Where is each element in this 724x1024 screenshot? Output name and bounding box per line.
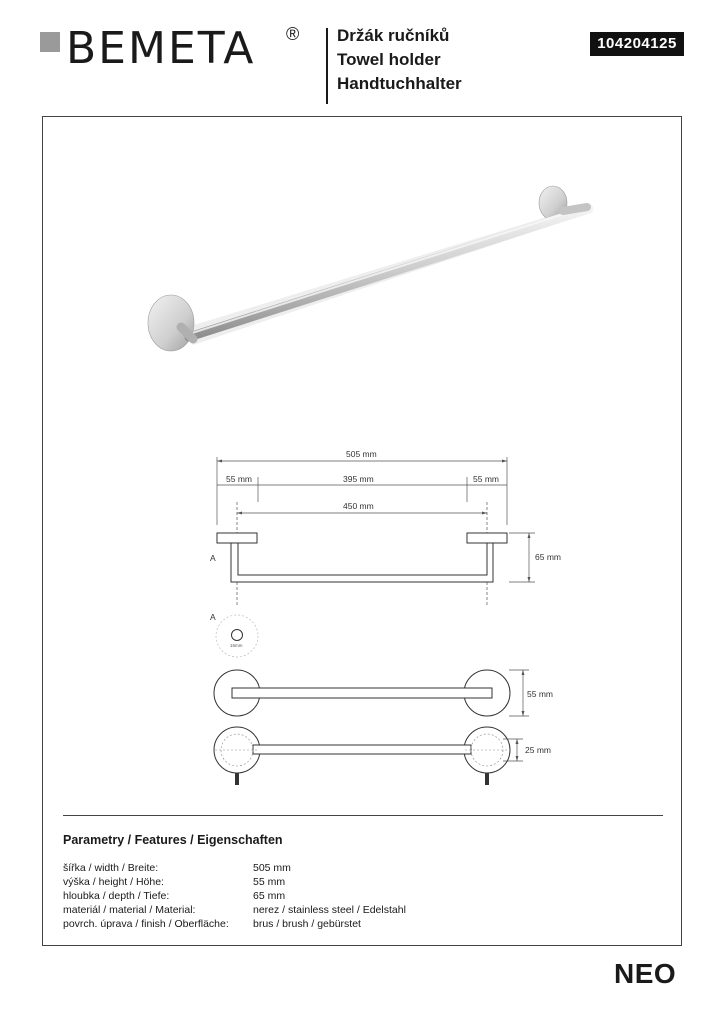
product-code-badge: 104204125 xyxy=(590,32,684,56)
dim-total-width: 505 mm xyxy=(346,449,377,459)
product-name-de: Handtuchhalter xyxy=(337,74,462,93)
feature-value: 55 mm xyxy=(253,876,286,888)
logo-text: BEMETA xyxy=(66,23,256,74)
feature-label: výška / height / Höhe: xyxy=(63,876,164,888)
feature-label: hloubka / depth / Tiefe: xyxy=(63,890,170,902)
feature-label: materiál / material / Material: xyxy=(63,904,196,916)
detail-hole-label: 16mm xyxy=(230,643,243,648)
brand-logo xyxy=(40,24,320,78)
registered-mark: ® xyxy=(286,24,300,44)
features-divider xyxy=(63,815,663,816)
dim-depth-detail: 25 mm xyxy=(525,745,551,755)
feature-value: nerez / stainless steel / Edelstahl xyxy=(253,904,406,916)
dim-height: 65 mm xyxy=(535,552,561,562)
feature-label: šířka / width / Breite: xyxy=(63,862,159,874)
technical-drawings xyxy=(43,117,683,807)
dim-right-offset: 55 mm xyxy=(473,474,499,484)
product-name-cs: Držák ručníků xyxy=(337,26,450,45)
header-divider xyxy=(326,28,328,104)
feature-value: 65 mm xyxy=(253,890,286,902)
product-names xyxy=(337,24,462,96)
dim-mount-spacing: 450 mm xyxy=(343,501,374,511)
dim-center: 395 mm xyxy=(343,474,374,484)
detail-label-a: A xyxy=(210,553,216,563)
product-name-en: Towel holder xyxy=(337,50,441,69)
feature-value: brus / brush / gebürstet xyxy=(253,918,361,930)
features-title: Parametry / Features / Eigenschaften xyxy=(63,833,283,847)
logo-square-icon xyxy=(40,32,60,52)
spec-sheet-frame xyxy=(42,116,682,946)
side-view xyxy=(217,533,507,582)
detail-a-outline xyxy=(216,615,258,657)
feature-value: 505 mm xyxy=(253,862,291,874)
dim-left-offset: 55 mm xyxy=(226,474,252,484)
dim-rosette-diameter: 55 mm xyxy=(527,689,553,699)
top-view xyxy=(214,670,510,716)
feature-label: povrch. úprava / finish / Oberfläche: xyxy=(63,918,229,930)
detail-label-a2: A xyxy=(210,612,216,622)
series-name: NEO xyxy=(614,958,677,989)
